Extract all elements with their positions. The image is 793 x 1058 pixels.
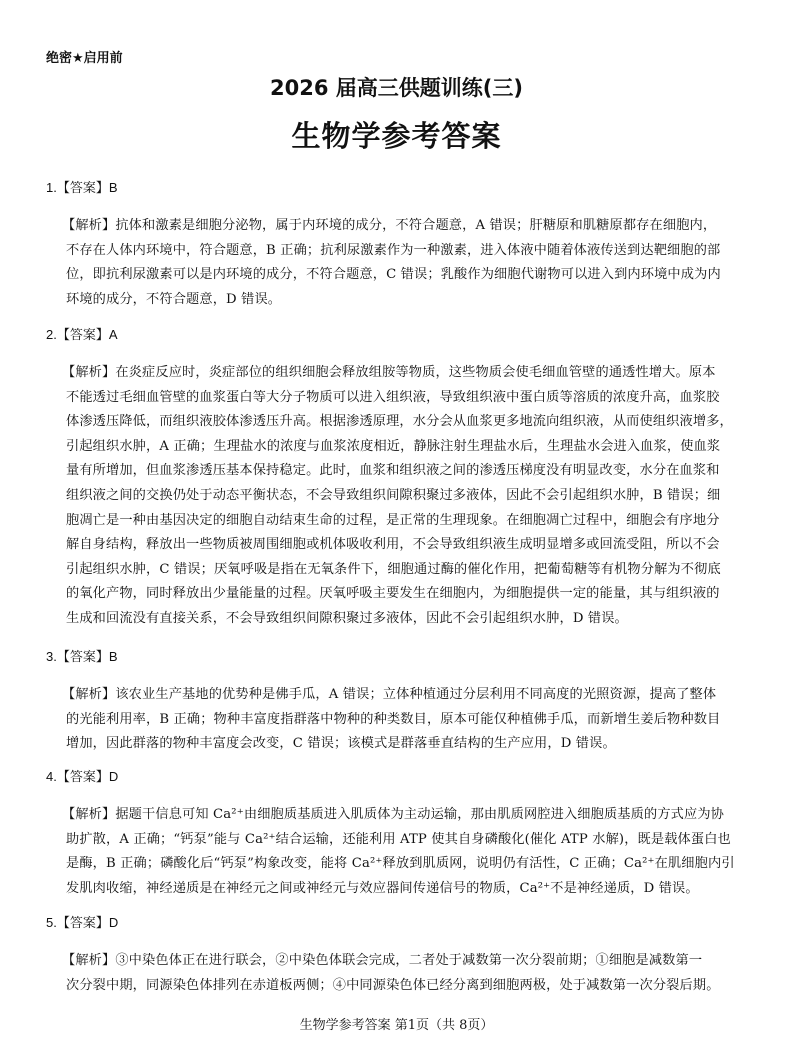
- explanation-line: 生成和回流没有直接关系，不会导致组织间隙积聚过多液体，因此不会引起组织水肿，D 错误。: [66, 610, 628, 626]
- explanation: [46, 361, 766, 632]
- answer-label: 【答案】: [56, 328, 109, 343]
- document-title: 生物学参考答案: [291, 119, 502, 153]
- explanation-line: 次分裂中期，同源染色体排列在赤道板两侧；④中同源染色体已经分离到细胞两极，处于减数第一次分裂后期。: [66, 977, 720, 993]
- explanation-line: 是酶，B 正确；磷酸化后“钙泵”构象改变，能将 Ca²⁺释放到肌质网，说明仍有活性，C 正确；Ca²⁺在肌细胞内引: [66, 856, 735, 872]
- explanation-line: 位，即抗利尿激素可以是内环境的成分，不符合题意，C 错误；乳酸作为细胞代谢物可以进入到内环境中成为内: [66, 267, 721, 283]
- confidential-label: 绝密★启用前: [46, 51, 123, 66]
- answer-line: [46, 767, 766, 787]
- answer-label: 【答案】: [56, 770, 109, 785]
- answer-item: [46, 325, 766, 632]
- explanation: [46, 683, 766, 757]
- explanation: [46, 214, 766, 312]
- answer-item: [46, 647, 766, 757]
- explanation-line: 【解析】在炎症反应时，炎症部位的组织细胞会释放组胺等物质，这些物质会使毛细血管壁的通透性增大。原本: [62, 365, 716, 380]
- explanation-line: 引起组织水肿，C 错误；厌氧呼吸是指在无氧条件下，细胞通过酶的催化作用，把葡萄糖等有机物分解为不彻底: [66, 561, 721, 577]
- answer-value: D: [108, 915, 119, 930]
- question-number: 1.: [46, 180, 57, 195]
- question-number: 3.: [46, 649, 57, 664]
- question-number: 4.: [46, 769, 57, 784]
- explanation-line: 增加，因此群落的物种丰富度会改变，C 错误；该模式是群落垂直结构的生产应用，D 错误。: [66, 736, 616, 752]
- explanation-line: 环境的成分，不符合题意，D 错误。: [66, 291, 282, 307]
- explanation-line: 【解析】据题干信息可知 Ca²⁺由细胞质基质进入肌质体为主动运输，那由肌质网腔进入细胞质基质的方式应为协: [62, 807, 724, 822]
- explanation-line: 【解析】该农业生产基地的优势种是佛手瓜，A 错误；立体种植通过分层利用不同高度的光照资源，提高了整体: [62, 687, 717, 702]
- explanation-line: 发肌肉收缩，神经递质是在神经元之间或神经元与效应器间传递信号的物质，Ca²⁺不是神经递质，D 错误。: [66, 880, 699, 896]
- explanation: [46, 949, 766, 998]
- answer-value: B: [108, 649, 118, 664]
- explanation-line: 的光能利用率，B 正确；物种丰富度指群落中物种的种类数目，原本可能仅种植佛手瓜，而新增生姜后物种数目: [66, 711, 721, 727]
- explanation-line: 【解析】③中染色体正在进行联会，②中染色体联会完成，二者处于减数第一次分裂前期；①细胞是减数第一: [62, 953, 703, 968]
- answer-line: [46, 913, 766, 933]
- question-number: 5.: [46, 915, 57, 930]
- answer-item: [46, 767, 766, 901]
- answer-item: [46, 913, 766, 998]
- explanation-line: 量有所增加，但血浆渗透压基本保持稳定。此时，血浆和组织液之间的渗透压梯度没有明显改变，水分在血浆和: [66, 463, 720, 479]
- page-footer: 生物学参考答案 第1页（共 8页）: [299, 1018, 494, 1033]
- explanation-line: 引起组织水肿，A 正确；生理盐水的浓度与血浆浓度相近，静脉注射生理盐水后，生理盐水会进入血浆，使血浆: [66, 438, 721, 454]
- explanation-line: 的氧化产物，同时释放出少量能量的过程。厌氧呼吸主要发生在细胞内，为细胞提供一定的能量，其与组织液的: [66, 586, 720, 602]
- answer-line: [46, 325, 766, 345]
- explanation-line: 不存在人体内环境中，符合题意，B 正确；抗利尿激素作为一种激素，进入体液中随着体液传送到达靶细胞的部: [66, 242, 721, 258]
- answer-line: [46, 178, 766, 198]
- exam-title: 2026 届高三供题训练(三): [270, 76, 523, 100]
- explanation-line: 解自身结构，释放出一些物质被周围细胞或机体吸收利用，不会导致组织液生成明显增多或回流受阻，所以不会: [66, 537, 720, 553]
- explanation-line: 助扩散，A 正确；“钙泵”能与 Ca²⁺结合运输，还能利用 ATP 使其自身磷酸化(催化 ATP 水解)，既是载体蛋白也: [66, 831, 731, 847]
- answer-label: 【答案】: [56, 650, 109, 665]
- answer-label: 【答案】: [56, 916, 109, 931]
- answer-value: D: [108, 769, 119, 784]
- explanation-line: 体渗透压降低，而组织液胶体渗透压升高。根据渗透原理，水分会从血浆更多地流向组织液，从而使组织液增多，: [66, 414, 733, 430]
- answer-value: B: [108, 180, 118, 195]
- explanation-line: 不能透过毛细血管壁的血浆蛋白等大分子物质可以进入组织液，导致组织液中蛋白质等溶质的浓度升高，血浆胶: [66, 389, 720, 405]
- explanation-line: 组织液之间的交换仍处于动态平衡状态，不会导致组织间隙积聚过多液体，因此不会引起组织水肿，B 错误；细: [66, 487, 721, 503]
- explanation-line: 【解析】抗体和激素是细胞分泌物，属于内环境的成分，不符合题意，A 错误；肝糖原和肌糖原都存在细胞内，: [62, 218, 717, 233]
- answer-line: [46, 647, 766, 667]
- question-number: 2.: [46, 327, 57, 342]
- answer-value: A: [108, 327, 118, 342]
- explanation: [46, 803, 766, 901]
- answer-item: [46, 178, 766, 312]
- answer-label: 【答案】: [56, 181, 109, 196]
- explanation-line: 胞凋亡是一种由基因决定的细胞自动结束生命的过程，是正常的生理现象。在细胞凋亡过程中，细胞会有序地分: [66, 512, 720, 528]
